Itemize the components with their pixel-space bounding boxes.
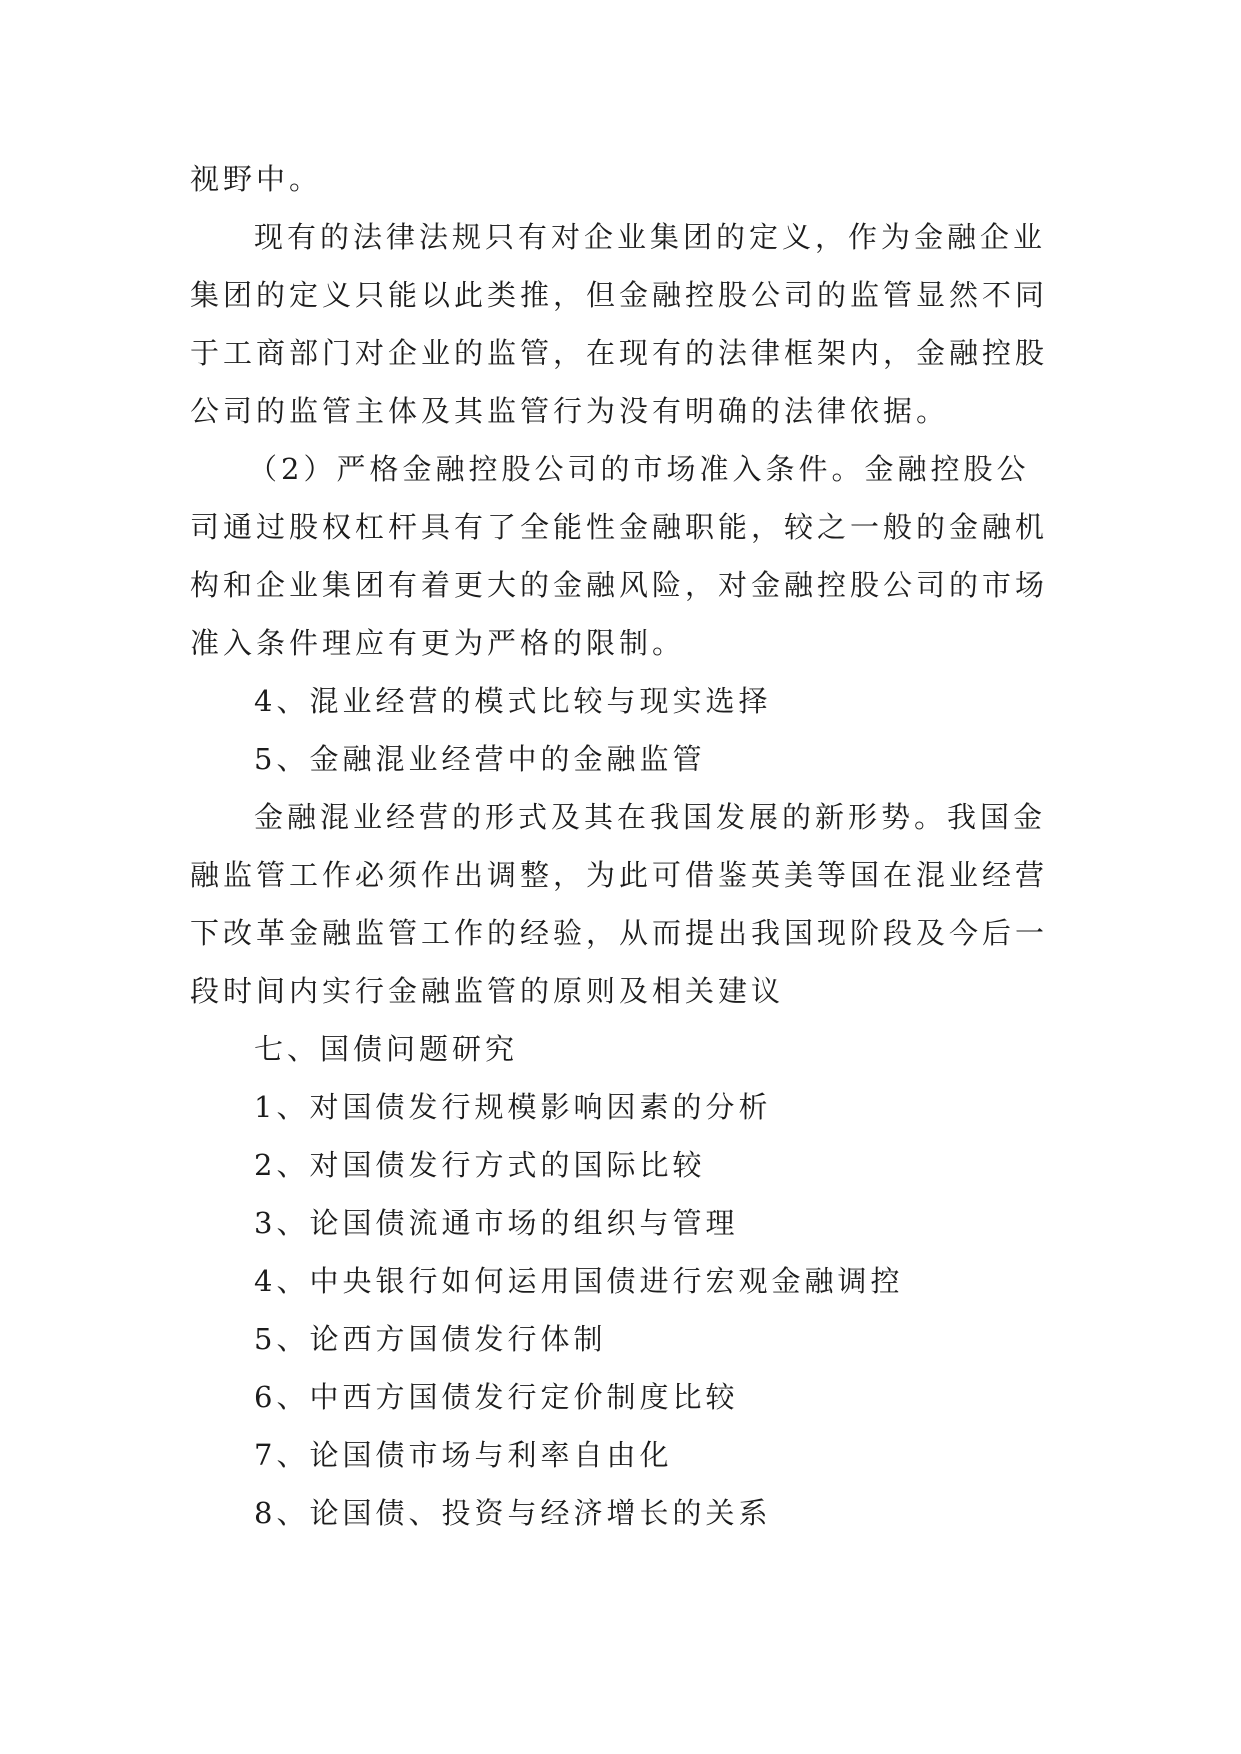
text-line: 现有的法律法规只有对企业集团的定义，作为金融企业 — [254, 220, 1047, 254]
paragraph-legal-framework — [190, 208, 1050, 440]
list-item: 1、对国债发行规模影响因素的分析 — [254, 1090, 772, 1124]
text-line: 视野中。 — [190, 162, 323, 196]
list-item: 3、论国债流通市场的组织与管理 — [254, 1206, 739, 1240]
list-item: 7、论国债市场与利率自由化 — [254, 1438, 673, 1472]
list-item: 8、论国债、投资与经济增长的关系 — [254, 1496, 772, 1530]
text-line: （2）严格金融控股公司的市场准入条件。金融控股公 — [248, 452, 1030, 486]
list-item: 4、中央银行如何运用国债进行宏观金融调控 — [254, 1264, 904, 1298]
paragraph-continuation — [190, 150, 1050, 208]
text-line: 金融混业经营的形式及其在我国发展的新形势。我国金 — [254, 800, 1047, 834]
text-line: 集团的定义只能以此类推，但金融控股公司的监管显然不同 — [190, 278, 1049, 312]
text-line: 司通过股权杠杆具有了全能性金融职能，较之一般的金融机 — [190, 510, 1049, 544]
text-line: 于工商部门对企业的监管，在现有的法律框架内，金融控股 — [190, 336, 1049, 370]
list-item: 5、金融混业经营中的金融监管 — [254, 742, 706, 776]
section-title: 七、国债问题研究 — [254, 1032, 519, 1066]
text-line: 段时间内实行金融监管的原则及相关建议 — [190, 974, 785, 1008]
list-item: 6、中西方国债发行定价制度比较 — [254, 1380, 739, 1414]
paragraph-market-access — [190, 440, 1050, 672]
list-item: 2、对国债发行方式的国际比较 — [254, 1148, 706, 1182]
list-item: 4、混业经营的模式比较与现实选择 — [254, 684, 772, 718]
text-line: 融监管工作必须作出调整，为此可借鉴英美等国在混业经营 — [190, 858, 1049, 892]
paragraph-supervision — [190, 788, 1050, 1020]
text-line: 公司的监管主体及其监管行为没有明确的法律依据。 — [190, 394, 950, 428]
document-body — [190, 150, 1050, 1542]
text-line: 下改革金融监管工作的经验，从而提出我国现阶段及今后一 — [190, 916, 1049, 950]
list-item: 5、论西方国债发行体制 — [254, 1322, 607, 1356]
text-line: 准入条件理应有更为严格的限制。 — [190, 626, 686, 660]
text-line: 构和企业集团有着更大的金融风险，对金融控股公司的市场 — [190, 568, 1049, 602]
